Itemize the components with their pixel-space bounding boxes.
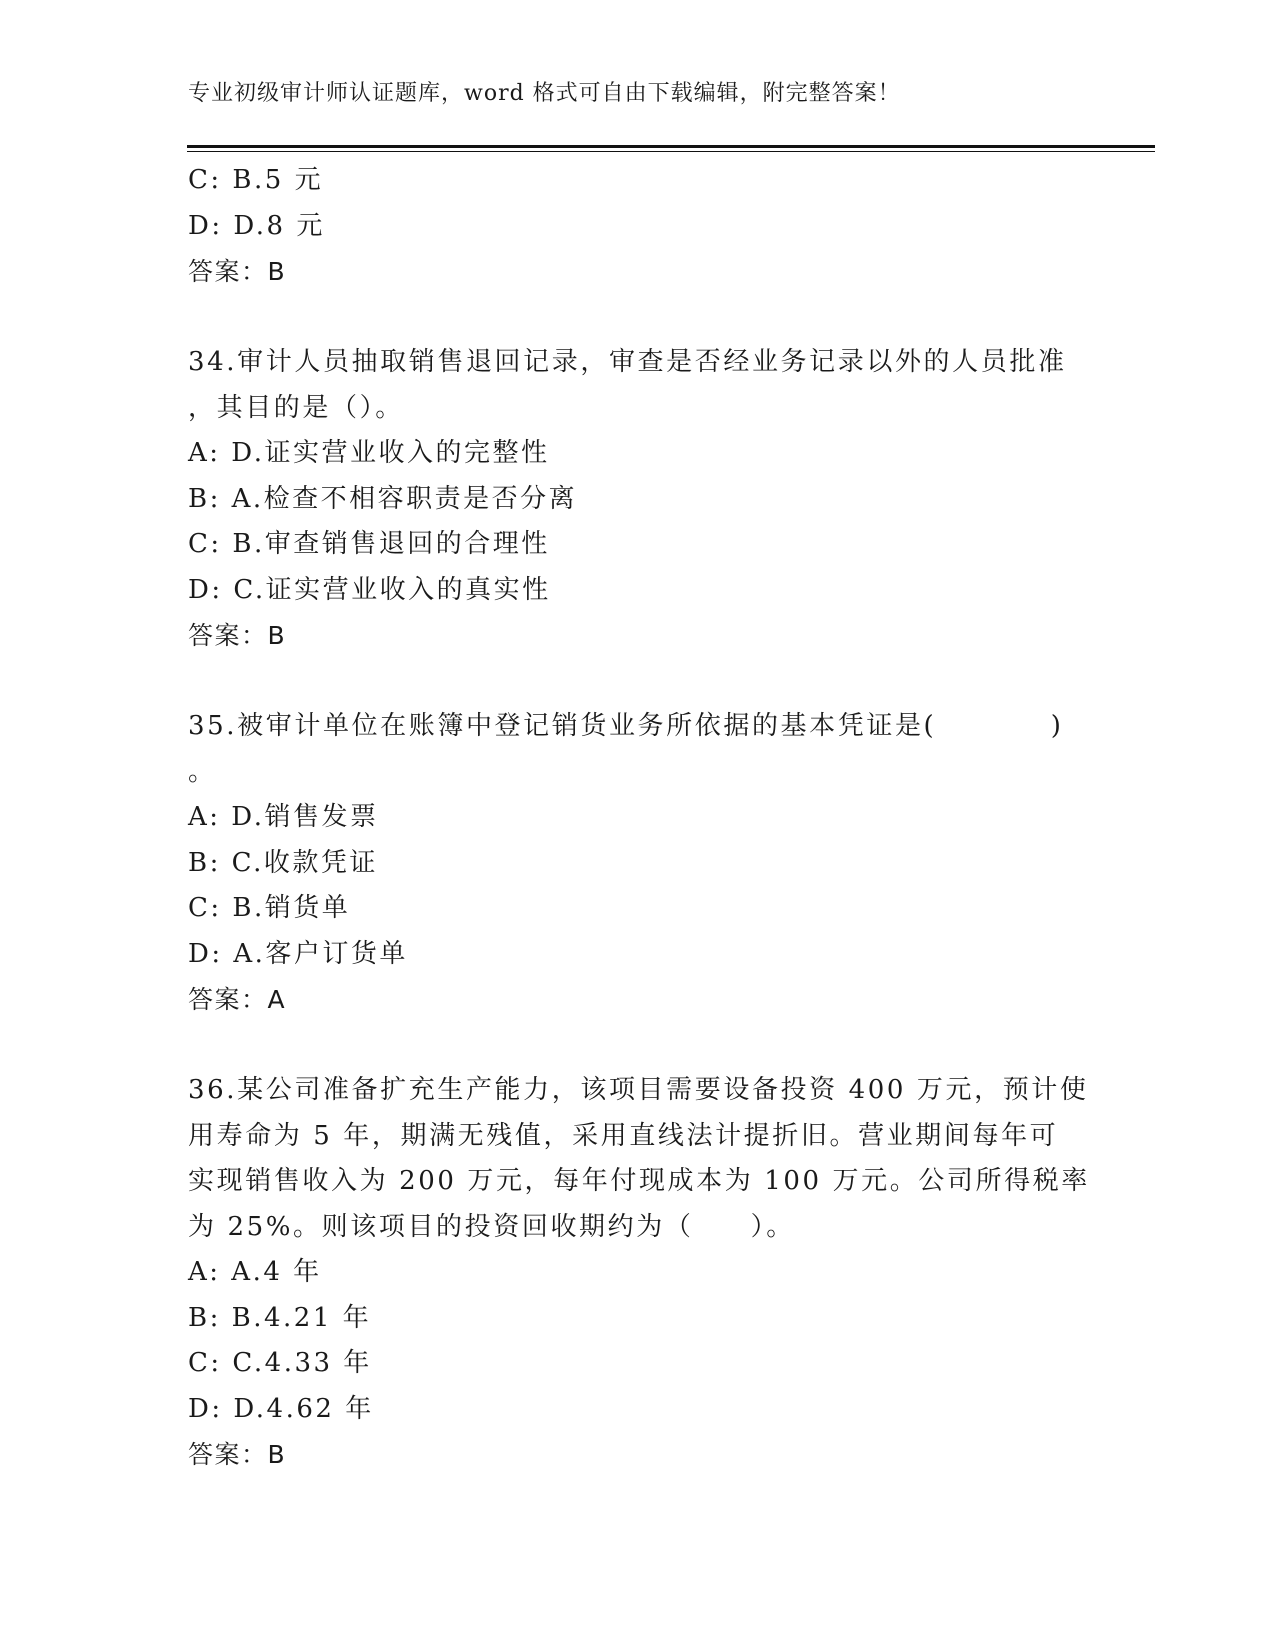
option-a: A: D.销售发票	[188, 802, 379, 832]
option-b: B: C.收款凭证	[188, 847, 378, 878]
page-header: 专业初级审计师认证题库，word 格式可自由下载编辑，附完整答案！	[188, 81, 901, 106]
option-c: C: B.审查销售退回的合理性	[188, 529, 550, 559]
option-c: C: B.5 元	[188, 165, 324, 195]
question-36	[188, 1068, 1088, 1478]
answer-line: 答案：B	[188, 257, 287, 286]
option-a: A: D.证实营业收入的完整性	[188, 438, 550, 468]
question-stem: 35.被审计单位在账簿中登记销货业务所依据的基本凭证是( )	[188, 711, 1064, 741]
option-b: B: B.4.21 年	[188, 1302, 372, 1333]
option-b: B: A.检查不相容职责是否分离	[188, 483, 578, 514]
option-c: C: C.4.33 年	[188, 1348, 372, 1378]
answer-line: 答案：B	[188, 1440, 287, 1469]
document-body	[188, 158, 1088, 1478]
answer-line: 答案：B	[188, 621, 287, 650]
question-stem: ，其目的是（）。	[188, 392, 404, 423]
question-stem: 36.某公司准备扩充生产能力，该项目需要设备投资 400 万元，预计使	[188, 1075, 1089, 1105]
question-stem: 用寿命为 5 年，期满无残值，采用直线法计提折旧。营业期间每年可	[188, 1120, 1059, 1151]
question-35	[188, 704, 1088, 1023]
option-d: D: C.证实营业收入的真实性	[188, 574, 551, 605]
question-stem: 实现销售收入为 200 万元，每年付现成本为 100 万元。公司所得税率	[188, 1166, 1090, 1196]
option-d: D: A.客户订货单	[188, 938, 408, 969]
option-c: C: B.销货单	[188, 893, 351, 923]
header-rule-thick	[187, 145, 1155, 148]
question-stem: 为 25%。则该项目的投资回收期约为（ ）。	[188, 1211, 795, 1242]
question-stem: 。	[188, 756, 217, 787]
option-a: A: A.4 年	[188, 1257, 322, 1287]
question-prev-tail	[188, 158, 1088, 295]
question-stem: 34.审计人员抽取销售退回记录，审查是否经业务记录以外的人员批准	[188, 347, 1067, 377]
option-d: D: D.4.62 年	[188, 1393, 374, 1424]
question-34	[188, 340, 1088, 659]
option-d: D: D.8 元	[188, 210, 325, 241]
answer-line: 答案：A	[188, 985, 287, 1014]
header-rule-thin	[187, 151, 1155, 152]
